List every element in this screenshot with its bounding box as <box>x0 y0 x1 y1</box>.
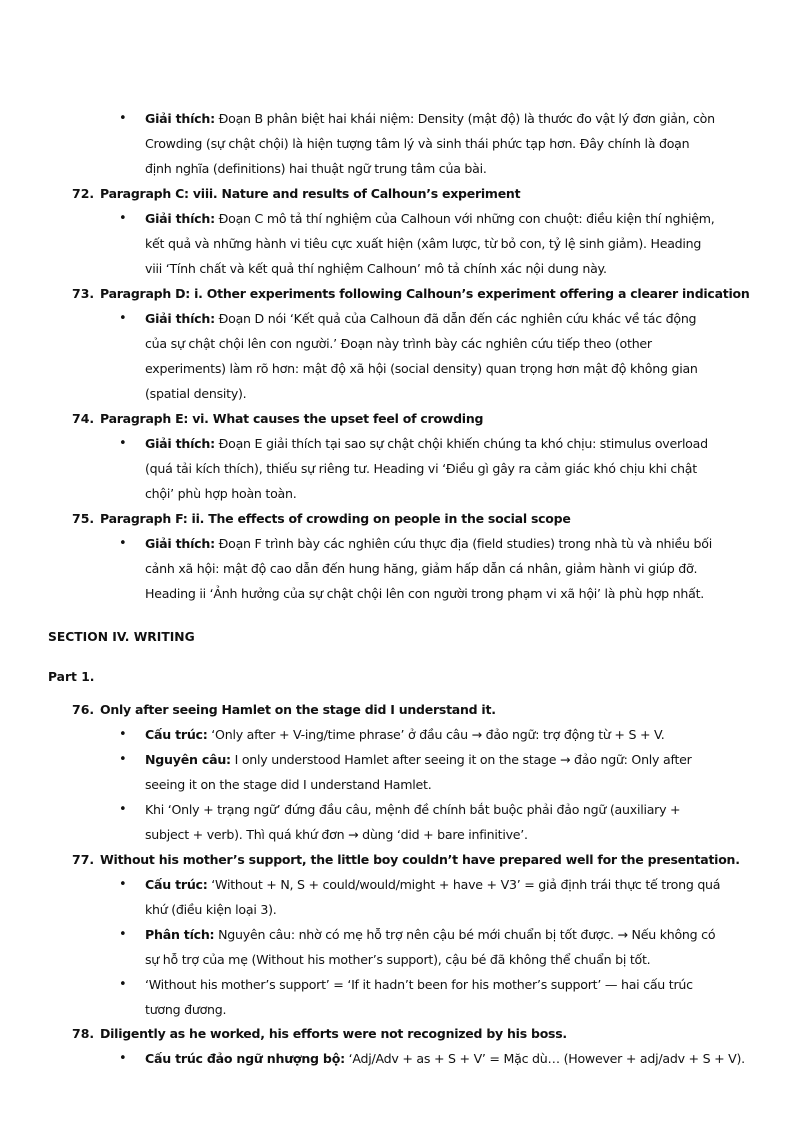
explanation-text: chội’ phù hợp hoàn toàn. <box>145 486 297 501</box>
explanation-text: Đoạn B phân biệt hai khái niệm: Density (mật độ) là thước đo vật lý đơn giản, còn <box>214 111 715 126</box>
section-heading: Part 1. <box>48 670 95 684</box>
explanation-label: Giải thích: <box>145 536 215 551</box>
explanation-line <box>145 556 697 581</box>
explanation-line <box>145 972 693 997</box>
explanation-label: Giải thích: <box>145 436 215 451</box>
explanation-text: (spatial density). <box>145 386 247 401</box>
explanation-label: Cấu trúc: <box>145 877 208 892</box>
explanation-line <box>145 481 297 506</box>
explanation-text: (quá tải kích thích), thiếu sự riêng tư. Heading vi ‘Điều gì gây ra cảm giác khó chịu khi chật <box>145 461 697 476</box>
section-heading: SECTION IV. WRITING <box>48 630 195 644</box>
explanation-text: Heading ii ‘Ảnh hưởng của sự chật chội lên con người trong phạm vi xã hội’ là phù hợp nhất. <box>145 586 705 601</box>
explanation-label: Giải thích: <box>145 211 215 226</box>
explanation-line <box>145 872 720 897</box>
item-answer: Paragraph F: ii. The effects of crowding on people in the social scope <box>100 511 571 526</box>
bullet-dot: • <box>119 536 127 551</box>
explanation-line <box>145 997 226 1022</box>
explanation-label: Cấu trúc: <box>145 727 208 742</box>
explanation-text: experiments) làm rõ hơn: mật độ xã hội (social density) quan trọng hơn mật độ không gian <box>145 361 698 376</box>
item-number: 76. <box>72 702 95 717</box>
explanation-text: Khi ‘Only + trạng ngữ’ đứng đầu câu, mệnh đề chính bắt buộc phải đảo ngữ (auxiliary + <box>145 802 681 817</box>
explanation-line <box>145 947 650 972</box>
item-answer: Only after seeing Hamlet on the stage did I understand it. <box>100 702 496 717</box>
explanation-text: Nguyên câu: nhờ có mẹ hỗ trợ nên cậu bé mới chuẩn bị tốt được. → Nếu không có <box>214 927 716 942</box>
explanation-line <box>145 256 607 281</box>
item-answer: Without his mother’s support, the little boy couldn’t have prepared well for the presentation. <box>100 852 740 867</box>
explanation-line <box>145 431 708 456</box>
explanation-line <box>145 822 528 847</box>
explanation-text: cảnh xã hội: mật độ cao dẫn đến hung hăng, giảm hấp dẫn cá nhân, giảm hành vi giúp đỡ. <box>145 561 698 576</box>
explanation-label: Cấu trúc đảo ngữ nhượng bộ: <box>145 1051 345 1066</box>
bullet-dot: • <box>119 752 127 767</box>
bullet-dot: • <box>119 211 127 226</box>
explanation-text: seeing it on the stage did I understand Hamlet. <box>145 777 432 792</box>
explanation-text: ‘Without + N, S + could/would/might + have + V3’ = giả định trái thực tế trong quá <box>207 877 721 892</box>
explanation-text: sự hỗ trợ của mẹ (Without his mother’s support), cậu bé đã không thể chuẩn bị tốt. <box>145 952 651 967</box>
explanation-label: Giải thích: <box>145 111 215 126</box>
explanation-line <box>145 206 715 231</box>
explanation-line <box>145 156 487 181</box>
explanation-label: Nguyên câu: <box>145 752 231 767</box>
item-number: 72. <box>72 186 95 201</box>
explanation-text: Đoạn E giải thích tại sao sự chật chội khiến chúng ta khó chịu: stimulus overload <box>214 436 708 451</box>
explanation-line <box>145 131 689 156</box>
item-answer: Paragraph E: vi. What causes the upset feel of crowding <box>100 411 484 426</box>
bullet-dot: • <box>119 877 127 892</box>
explanation-text: của sự chật chội lên con người.’ Đoạn này trình bày các nghiên cứu tiếp theo (other <box>145 336 652 351</box>
explanation-line <box>145 722 665 747</box>
explanation-text: tương đương. <box>145 1002 227 1017</box>
bullet-dot: • <box>119 1051 127 1066</box>
explanation-line <box>145 531 712 556</box>
explanation-line <box>145 747 692 772</box>
item-answer: Diligently as he worked, his efforts were not recognized by his boss. <box>100 1026 567 1041</box>
explanation-text: I only understood Hamlet after seeing it on the stage → đảo ngữ: Only after <box>230 752 692 767</box>
item-answer: Paragraph C: viii. Nature and results of Calhoun’s experiment <box>100 186 521 201</box>
item-number: 74. <box>72 411 95 426</box>
explanation-text: ‘Adj/Adv + as + S + V’ = Mặc dù… (However + adj/adv + S + V). <box>344 1051 745 1066</box>
item-number: 73. <box>72 286 95 301</box>
explanation-text: ‘Without his mother’s support’ = ‘If it hadn’t been for his mother’s support’ — hai cấu trúc <box>145 977 693 992</box>
explanation-line <box>145 797 680 822</box>
bullet-dot: • <box>119 436 127 451</box>
bullet-dot: • <box>119 977 127 992</box>
explanation-line <box>145 231 701 256</box>
explanation-text: kết quả và những hành vi tiêu cực xuất hiện (xâm lược, từ bỏ con, tỷ lệ sinh giảm). Heading <box>145 236 702 251</box>
item-answer: Paragraph D: i. Other experiments following Calhoun’s experiment offering a clearer indication <box>100 286 750 301</box>
explanation-line <box>145 922 715 947</box>
bullet-dot: • <box>119 802 127 817</box>
explanation-line <box>145 897 277 922</box>
explanation-text: ‘Only after + V-ing/time phrase’ ở đầu câu → đảo ngữ: trợ động từ + S + V. <box>207 727 665 742</box>
bullet-dot: • <box>119 111 127 126</box>
explanation-line <box>145 581 704 606</box>
item-number: 77. <box>72 852 95 867</box>
explanation-line <box>145 456 697 481</box>
explanation-text: khứ (điều kiện loại 3). <box>145 902 277 917</box>
item-number: 78. <box>72 1026 95 1041</box>
explanation-line <box>145 1046 745 1071</box>
explanation-line <box>145 772 431 797</box>
bullet-dot: • <box>119 727 127 742</box>
bullet-dot: • <box>119 311 127 326</box>
explanation-text: subject + verb). Thì quá khứ đơn → dùng ‘did + bare infinitive’. <box>145 827 528 842</box>
explanation-text: viii ‘Tính chất và kết quả thí nghiệm Calhoun’ mô tả chính xác nội dung này. <box>145 261 607 276</box>
item-number: 75. <box>72 511 95 526</box>
bullet-dot: • <box>119 927 127 942</box>
explanation-text: Đoạn C mô tả thí nghiệm của Calhoun với những con chuột: điều kiện thí nghiệm, <box>214 211 715 226</box>
explanation-line <box>145 306 696 331</box>
explanation-text: Đoạn D nói ‘Kết quả của Calhoun đã dẫn đến các nghiên cứu khác về tác động <box>214 311 697 326</box>
explanation-line <box>145 331 652 356</box>
explanation-text: định nghĩa (definitions) hai thuật ngữ trung tâm của bài. <box>145 161 487 176</box>
explanation-label: Phân tích: <box>145 927 215 942</box>
explanation-line <box>145 381 246 406</box>
explanation-line <box>145 356 698 381</box>
explanation-text: Crowding (sự chật chội) là hiện tượng tâm lý và sinh thái phức tạp hơn. Đây chính là đoạn <box>145 136 690 151</box>
explanation-label: Giải thích: <box>145 311 215 326</box>
explanation-line <box>145 106 715 131</box>
explanation-text: Đoạn F trình bày các nghiên cứu thực địa (field studies) trong nhà tù và nhiều bối <box>214 536 712 551</box>
